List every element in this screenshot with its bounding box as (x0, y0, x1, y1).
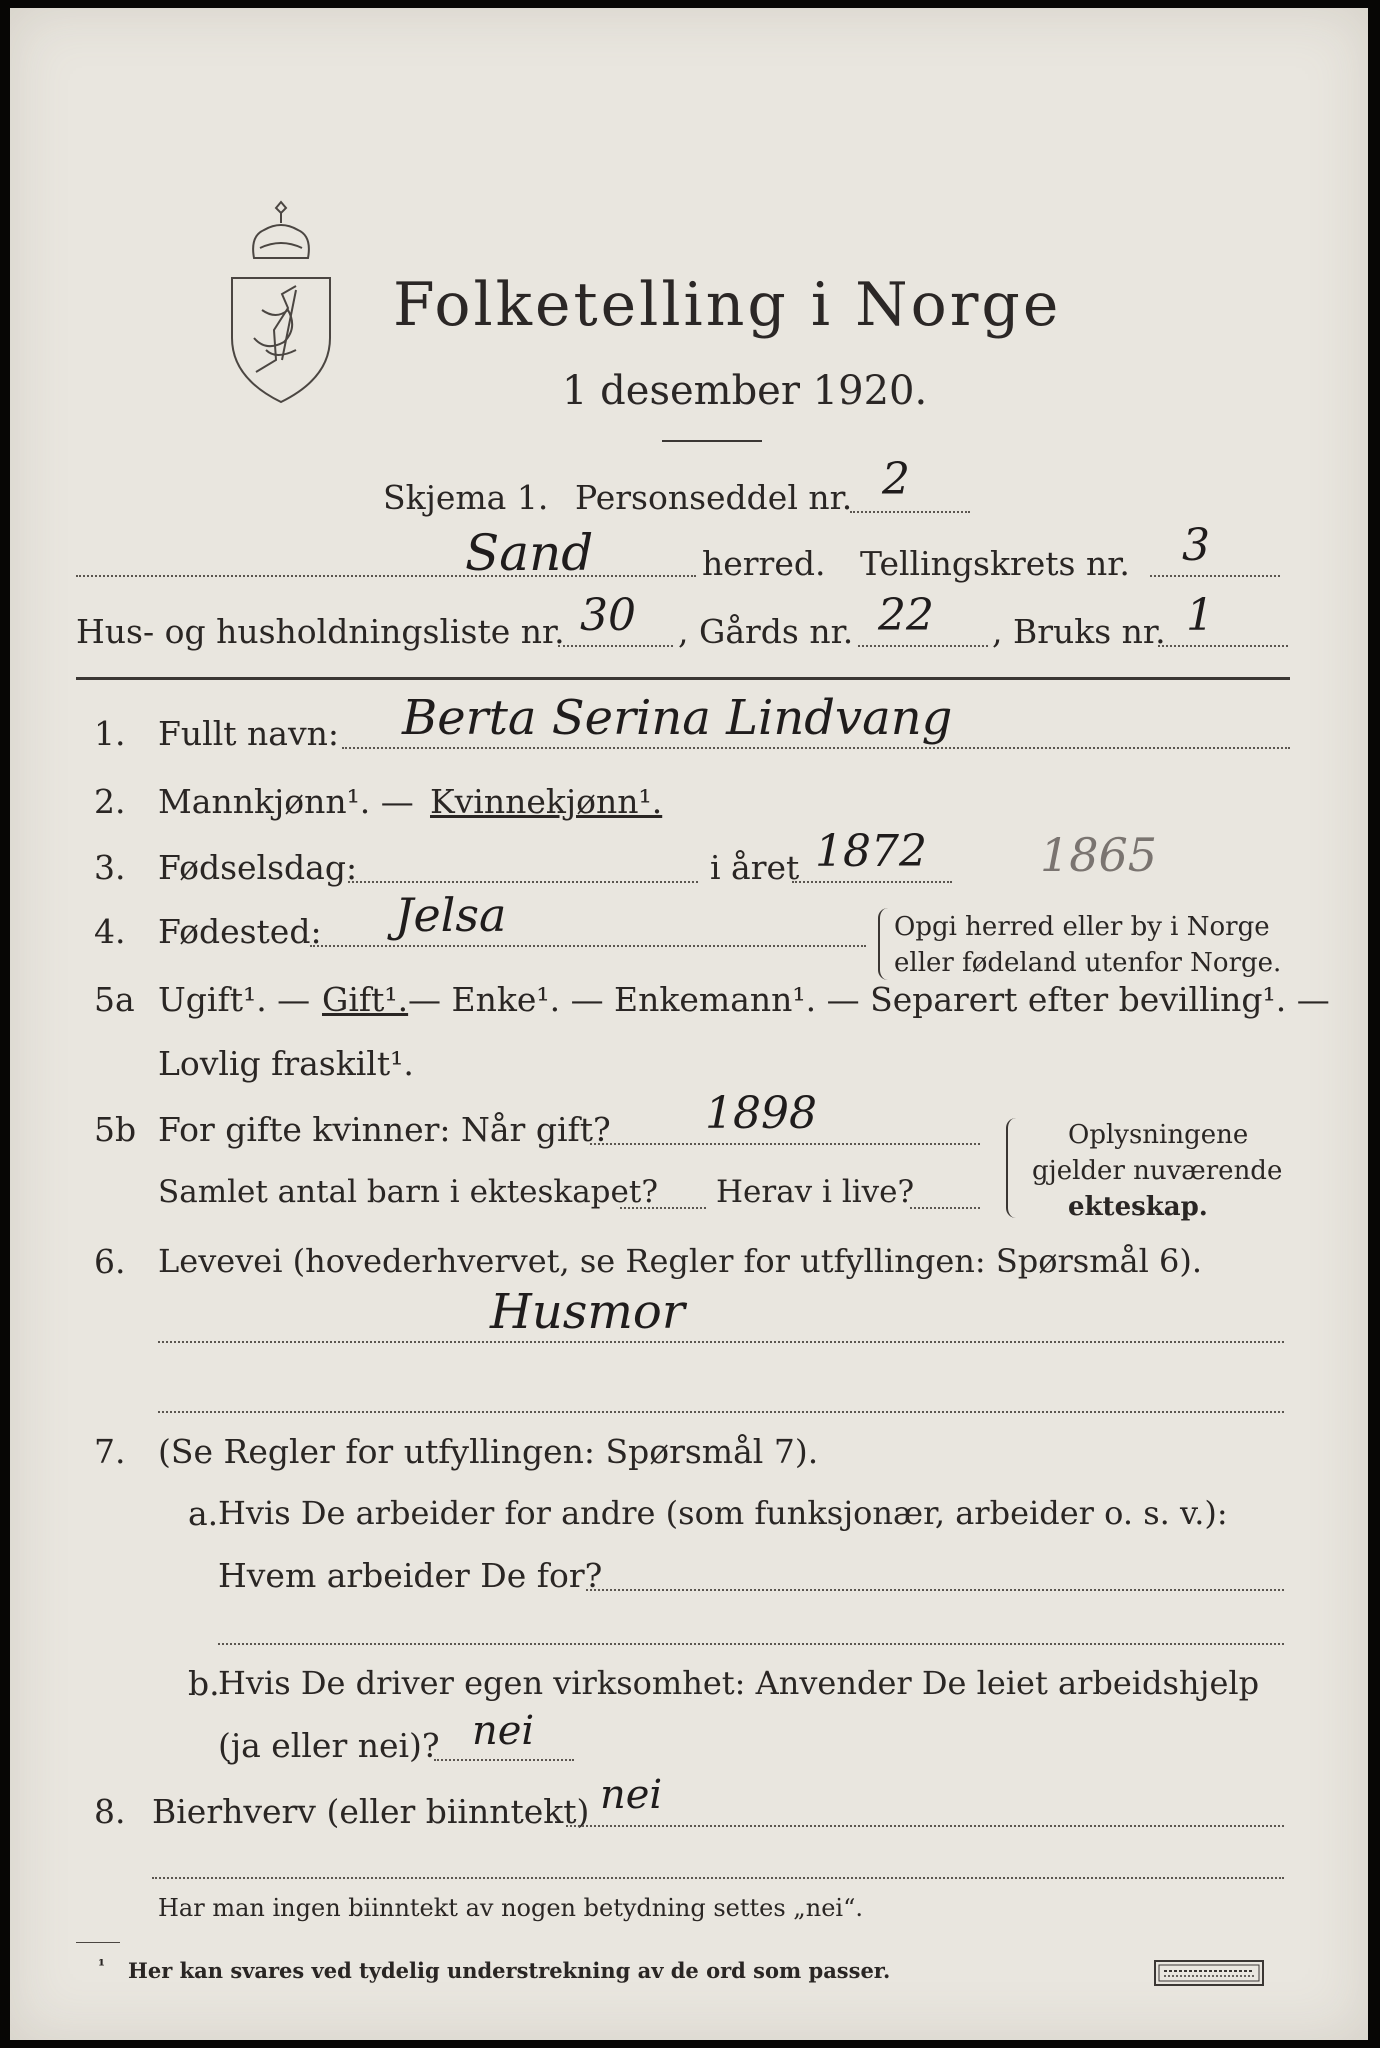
alive-line (910, 1207, 980, 1209)
q4-bracket (878, 908, 888, 980)
gards-line (858, 645, 988, 647)
q7b-letter: b. (188, 1664, 220, 1703)
gift-option: Gift¹. (322, 980, 409, 1019)
bruks-nr: 1 (1186, 590, 1214, 641)
herred-label: herred. (702, 544, 826, 583)
birthplace-value: Jelsa (395, 888, 507, 942)
q6-line-1 (158, 1341, 1284, 1343)
q6-line-2 (158, 1411, 1284, 1413)
q3-number: 3. (94, 848, 126, 887)
q3-line (348, 881, 698, 883)
q1-number: 1. (94, 714, 126, 753)
q7a-line-2 (218, 1643, 1284, 1645)
bruks-label: , Bruks nr. (992, 612, 1166, 651)
marital-options: — Enke¹. — Enkemann¹. — Separert efter bevilling¹. — (408, 980, 1330, 1019)
q7a-question: Hvem arbeider De for? (218, 1556, 603, 1595)
q4-label: Fødested: (158, 912, 322, 951)
alive-label: Herav i live? (716, 1174, 915, 1210)
occupation-value: Husmor (490, 1284, 685, 1340)
hus-label: Hus- og husholdningsliste nr. (76, 612, 565, 651)
personseddel-label: Personseddel nr. (575, 478, 853, 517)
q8-value: nei (600, 1772, 663, 1818)
q4-hint-2: eller fødeland utenfor Norge. (894, 948, 1282, 978)
married-line (590, 1143, 980, 1145)
q8-line-2 (152, 1877, 1284, 1879)
children-label: Samlet antal barn i ekteskapet? (158, 1174, 658, 1210)
gards-nr: 22 (878, 590, 934, 641)
hus-nr: 30 (580, 590, 636, 641)
tellingskrets-label: Tellingskrets nr. (860, 544, 1130, 583)
q7b-text: Hvis De driver egen virksomhet: Anvender De leiet arbeidshjelp (218, 1664, 1260, 1702)
hus-line (558, 645, 673, 647)
q5b-note-2: gjelder nuværende (1032, 1156, 1283, 1186)
q5b-bracket (1006, 1118, 1016, 1218)
q7a-line-1 (586, 1589, 1284, 1591)
q8-number: 8. (94, 1792, 126, 1831)
q7b-value: nei (472, 1708, 535, 1754)
footer-note: Har man ingen biinntekt av nogen betydning settes „nei“. (158, 1894, 863, 1922)
q4-line (310, 945, 866, 947)
q6-label: Levevei (hovederhvervet, se Regler for utfyllingen: Spørsmål 6). (158, 1242, 1203, 1280)
census-form (10, 8, 1368, 2040)
married-year: 1898 (705, 1088, 817, 1139)
form-title: Folketelling i Norge (393, 270, 1062, 340)
q5a-number: 5a (94, 980, 135, 1019)
ugift-option: Ugift¹. — (158, 980, 311, 1019)
bruks-line (1158, 645, 1288, 647)
q8-line-1 (566, 1825, 1284, 1827)
footnote-mark: ¹ (98, 1956, 106, 1975)
married-label: For gifte kvinner: Når gift? (158, 1110, 611, 1149)
q7b-question: (ja eller nei)? (218, 1726, 440, 1765)
coat-of-arms-icon (226, 200, 336, 410)
q7-label: (Se Regler for utfyllingen: Spørsmål 7). (158, 1432, 819, 1471)
gards-label: , Gårds nr. (678, 612, 854, 651)
q7a-letter: a. (188, 1494, 219, 1533)
q5b-note-3: ekteskap. (1068, 1192, 1208, 1222)
census-date: 1 desember 1920. (562, 368, 928, 414)
footer-divider (76, 1942, 120, 1943)
q7a-text: Hvis De arbeider for andre (som funksjonær, arbeider o. s. v.): (218, 1494, 1228, 1532)
full-name-value: Berta Serina Lindvang (402, 690, 953, 746)
q3-label: Fødselsdag: (158, 848, 358, 887)
q1-line (342, 747, 1290, 749)
personseddel-nr: 2 (882, 454, 910, 505)
q6-number: 6. (94, 1242, 126, 1281)
schema-label: Skjema 1. (383, 478, 549, 517)
q5b-number: 5b (94, 1110, 137, 1149)
tellingskrets-nr: 3 (1182, 520, 1210, 571)
q2-number: 2. (94, 782, 126, 821)
title-divider (662, 440, 762, 442)
header-divider (76, 677, 1290, 680)
q1-label: Fullt navn: (158, 714, 339, 753)
birth-year-note: 1865 (1040, 828, 1158, 882)
female-option: Kvinnekjønn¹. (430, 782, 663, 821)
q4-hint-1: Opgi herred eller by i Norge (894, 912, 1270, 942)
tellingskrets-line (1150, 575, 1280, 577)
q7b-line (434, 1759, 574, 1761)
male-option: Mannkjønn¹. — (158, 782, 414, 821)
children-line (620, 1207, 706, 1209)
personseddel-line (850, 511, 970, 513)
fraskilt-option: Lovlig fraskilt¹. (158, 1044, 414, 1083)
q5b-note-1: Oplysningene (1068, 1120, 1249, 1150)
q8-label: Bierhverv (eller biinntekt) (152, 1792, 590, 1831)
printer-stamp-icon (1154, 1960, 1264, 1986)
herred-line (76, 575, 696, 577)
herred-value: Sand (465, 524, 594, 582)
footnote-text: Her kan svares ved tydelig understrekning av de ord som passer. (128, 1958, 891, 1983)
q4-number: 4. (94, 912, 126, 951)
year-label: i året (710, 848, 800, 887)
birth-year: 1872 (815, 826, 927, 877)
q7-number: 7. (94, 1432, 126, 1471)
year-line (792, 881, 952, 883)
